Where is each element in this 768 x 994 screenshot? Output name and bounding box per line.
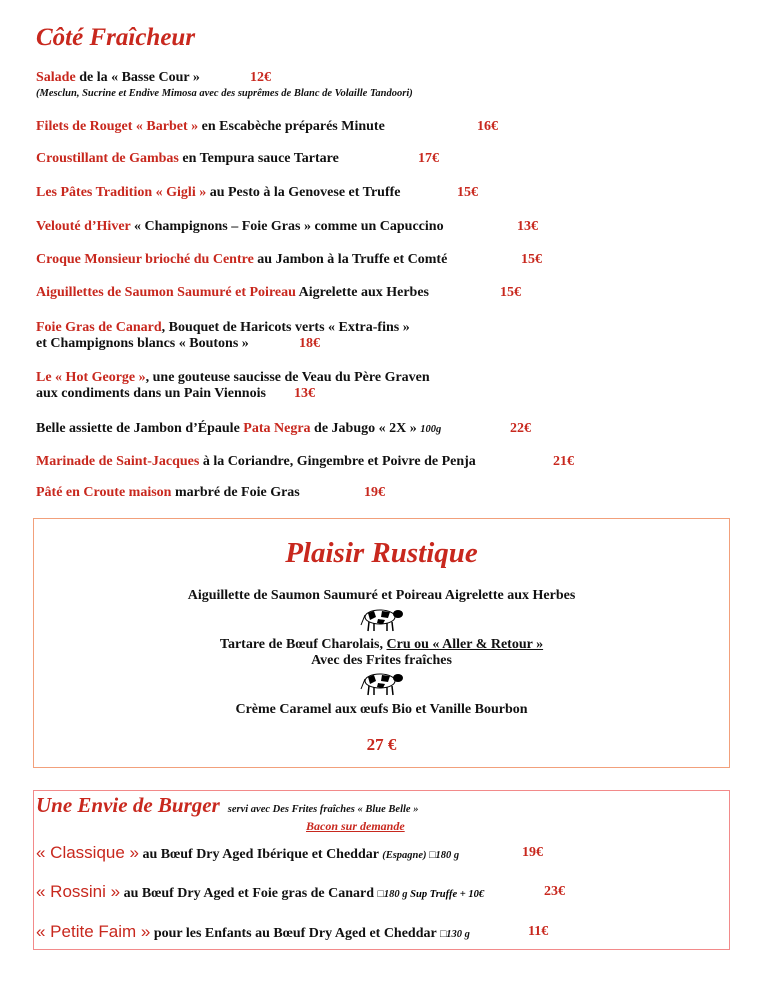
section-title-cote-fraicheur: Côté Fraîcheur xyxy=(36,24,196,51)
menu-item-saint-jacques: Marinade de Saint-Jacques à la Coriandre, Gingembre et Poivre de Penja xyxy=(36,454,476,469)
burger-item-petite-faim: « Petite Faim » pour les Enfants au Bœuf Dry Aged et Cheddar □130 g xyxy=(36,922,470,941)
menu-item-foie-gras: Foie Gras de Canard, Bouquet de Haricots verts « Extra-fins » xyxy=(36,320,410,335)
rustique-line-creme: Crème Caramel aux œufs Bio et Vanille Bourbon xyxy=(235,702,528,717)
plaisir-rustique-box xyxy=(33,518,730,768)
menu-item-pates: Les Pâtes Tradition « Gigli » au Pesto à la Genovese et Truffe xyxy=(36,185,401,200)
burger-box xyxy=(33,790,730,950)
price-pate-croute: 19€ xyxy=(364,485,385,500)
menu-item-veloute: Velouté d’Hiver « Champignons – Foie Gras » comme un Capuccino xyxy=(36,219,444,234)
price-saint-jacques: 21€ xyxy=(553,454,574,469)
menu-item-pate-croute: Pâté en Croute maison marbré de Foie Gras xyxy=(36,485,300,500)
price-croque: 15€ xyxy=(521,252,542,267)
burger-item-rossini: « Rossini » au Bœuf Dry Aged et Foie gras de Canard □180 g Sup Truffe + 10€ xyxy=(36,882,485,901)
note-salade: (Mesclun, Sucrine et Endive Mimosa avec des suprêmes de Blanc de Volaille Tandoori) xyxy=(36,88,413,99)
menu-item-hot-george-line2: aux condiments dans un Pain Viennois xyxy=(36,386,266,401)
price-foie-gras: 18€ xyxy=(299,336,320,351)
menu-item-hot-george: Le « Hot George », une gouteuse saucisse de Veau du Père Graven xyxy=(36,370,430,385)
price-rossini: 23€ xyxy=(544,884,565,899)
price-gambas: 17€ xyxy=(418,151,439,166)
price-salade: 12€ xyxy=(250,70,271,85)
burger-subtitle: servi avec Des Frites fraîches « Blue Belle » xyxy=(227,804,419,815)
price-hot-george: 13€ xyxy=(294,386,315,401)
rustique-line-frites: Avec des Frites fraîches xyxy=(311,653,452,668)
menu-item-salade: Salade de la « Basse Cour » xyxy=(36,70,200,85)
section-title-plaisir-rustique: Plaisir Rustique xyxy=(285,537,478,569)
menu-item-foie-gras-line2: et Champignons blancs « Boutons » xyxy=(36,336,249,351)
menu-item-rouget: Filets de Rouget « Barbet » en Escabèche préparés Minute xyxy=(36,119,385,134)
rustique-line-saumon: Aiguillette de Saumon Saumuré et Poireau Aigrelette aux Herbes xyxy=(187,588,576,603)
menu-item-gambas: Croustillant de Gambas en Tempura sauce Tartare xyxy=(36,151,339,166)
cow-icon xyxy=(34,669,729,697)
burger-item-classique: « Classique » au Bœuf Dry Aged Ibérique et Cheddar (Espagne) □180 g xyxy=(36,843,460,862)
rustique-line-tartare: Tartare de Bœuf Charolais, Cru ou « Aller & Retour » xyxy=(219,637,544,652)
price-veloute: 13€ xyxy=(517,219,538,234)
burger-header xyxy=(36,793,418,818)
bacon-note: Bacon sur demande xyxy=(306,819,405,833)
price-pates: 15€ xyxy=(457,185,478,200)
menu-item-croque: Croque Monsieur brioché du Centre au Jambon à la Truffe et Comté xyxy=(36,252,448,267)
cow-icon xyxy=(34,605,729,633)
rustique-price: 27 € xyxy=(366,735,397,754)
price-aiguillettes: 15€ xyxy=(500,285,521,300)
price-rouget: 16€ xyxy=(477,119,498,134)
menu-item-jambon: Belle assiette de Jambon d’Épaule Pata Negra de Jabugo « 2X » 100g xyxy=(36,421,442,436)
price-jambon: 22€ xyxy=(510,421,531,436)
price-petite-faim: 11€ xyxy=(528,924,549,939)
section-title-burger: Une Envie de Burger xyxy=(36,793,220,817)
price-classique: 19€ xyxy=(522,845,543,860)
menu-item-aiguillettes: Aiguillettes de Saumon Saumuré et Poireau Aigrelette aux Herbes xyxy=(36,285,430,300)
